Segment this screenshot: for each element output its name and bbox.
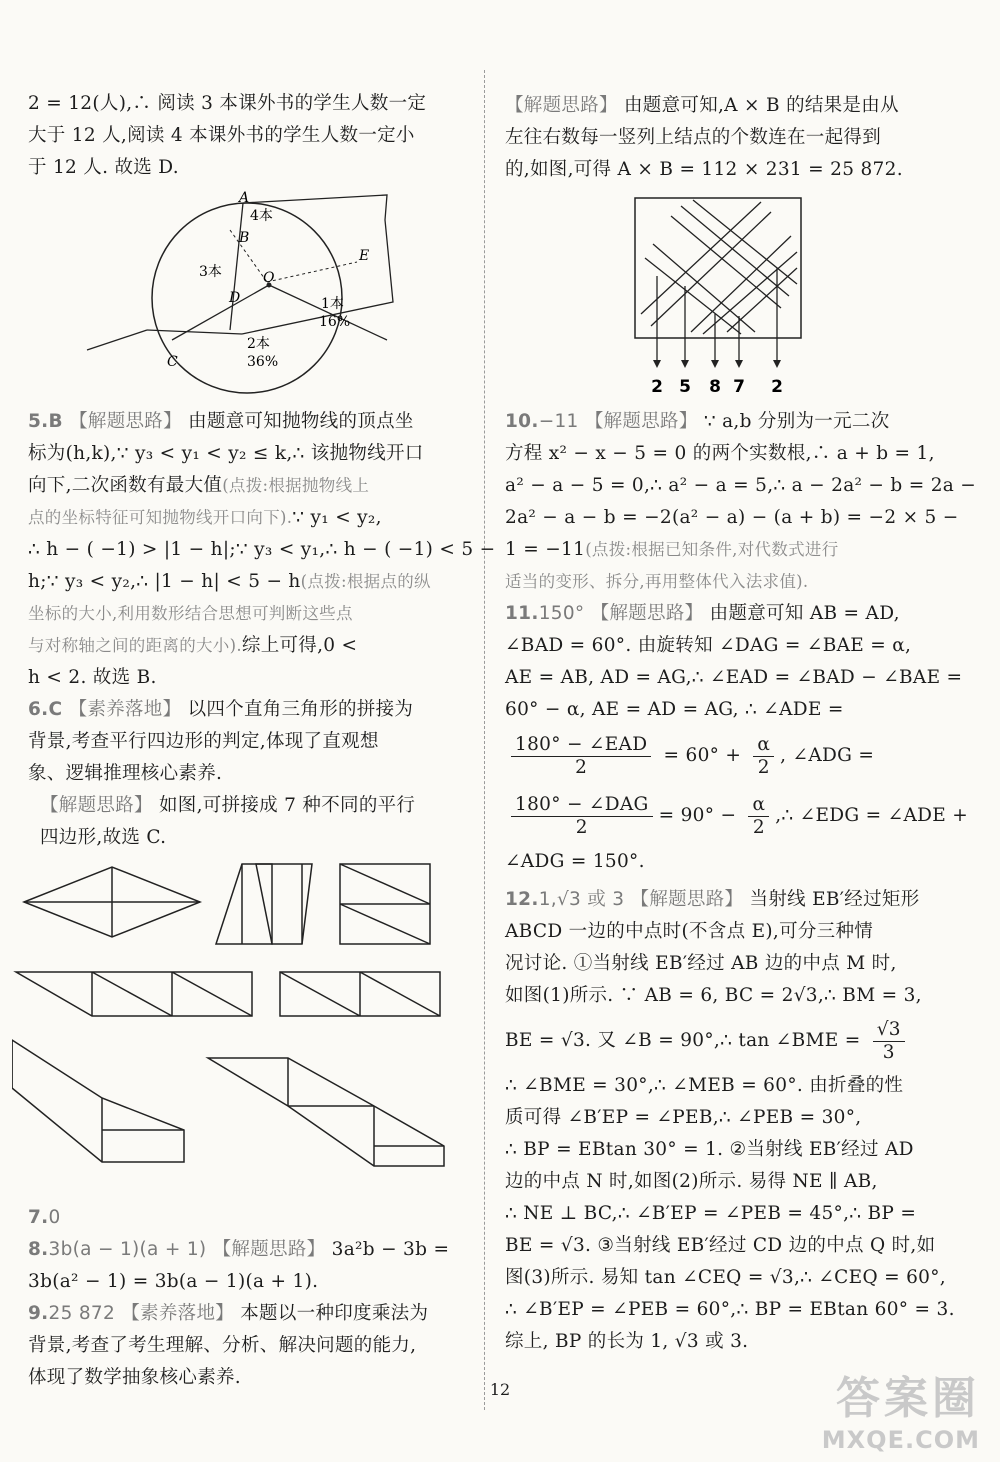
q10-line: 适当的变形、拆分,再用整体代入法求值). (505, 572, 809, 591)
q7-line (28, 1202, 466, 1234)
q9-number: 9. (28, 1303, 49, 1324)
column-divider (484, 70, 485, 1410)
q9-line: 体现了数学抽象核心素养. (28, 1367, 241, 1388)
label-D: D (229, 290, 241, 306)
q11-line: ∠ADG = 150°. (505, 851, 645, 872)
q9-cont-line: 的,如图,可得 A × B = 112 × 231 = 25 872. (505, 159, 903, 180)
label-A: A (239, 190, 250, 206)
q12-line: ∴ ∠B′EP = ∠PEB = 60°,∴ BP = EBtan 60° = 3. (505, 1299, 955, 1320)
watermark-text: 答案圈 (836, 1373, 980, 1424)
q10-line: 1 = −11(点拨:根据已知条件,对代数式进行 (505, 539, 839, 560)
q5-line: 标为(h,k),∵ y₃ < y₁ < y₂ ≤ k,∴ 该抛物线开口 (28, 443, 424, 464)
pie-chart-figure (57, 190, 437, 400)
label-C: C (167, 354, 178, 370)
q9-tag: 【素养落地】 (121, 1303, 235, 1324)
q12-line: ∴ NE ⊥ BC,∴ ∠B′EP = ∠PEB = 45°,∴ BP = (505, 1203, 917, 1224)
q11-answer: 150° (538, 603, 585, 624)
fraction: $\frac{\text{180° − ∠DAG}}{2}$ (511, 794, 653, 839)
q12-line: ABCD 一边的中点时(不含点 E),可分三种情 (505, 921, 874, 942)
q11-number: 11. (505, 603, 539, 624)
intro-line: 2 = 12(人),∴ 阅读 3 本课外书的学生人数一定 (28, 93, 427, 114)
q6-line: 象、逻辑推理核心素养. (28, 763, 223, 784)
q6-line: 【解题思路】 如图,可拼接成 7 种不同的平行 (40, 795, 416, 816)
watermark-logo (822, 1362, 980, 1454)
q8-number: 8. (28, 1239, 49, 1260)
seg-1: 1本 (321, 296, 344, 312)
q12-line-1: 12.1,√3 或 3 【解题思路】 当射线 EB′经过矩形 (505, 889, 920, 910)
q11-line: AE = AB, AD = AG,∴ ∠EAD = ∠BAD − ∠BAE = (505, 667, 963, 688)
q9-cont-line: 左往右数每一竖列上结点的个数连在一起得到 (505, 127, 882, 148)
digit: 8 (709, 377, 721, 397)
q11-line: ∠BAD = 60°. 由旋转知 ∠DAG = ∠BAE = α, (505, 635, 912, 656)
q11-line-1: 11.150° 【解题思路】 由题意可知 AB = AD, (505, 603, 900, 624)
q11-eq1: $\frac{\text{180° − ∠EAD}}{2}$ = 60° + $\frac{\alpha}{2}$ , ∠ADG = (505, 726, 933, 786)
q11-tag: 【解题思路】 (590, 603, 704, 624)
q10-line-1: 10.−11 【解题思路】 ∵ a,b 分别为一元二次 (505, 411, 890, 432)
q10-tag: 【解题思路】 (584, 411, 698, 432)
left-column (28, 88, 496, 1394)
q12-line: 如图(1)所示. ∵ AB = 6, BC = 2√3,∴ BM = 3, (505, 985, 922, 1006)
q8-answer: 3b(a − 1)(a + 1) (48, 1239, 207, 1260)
q12-line: BE = √3. ③当射线 EB′经过 CD 边的中点 Q 时,如 (505, 1235, 936, 1256)
digit: 2 (651, 377, 663, 397)
q10-line: 方程 x² − x − 5 = 0 的两个实数根,∴ a + b = 1, (505, 443, 935, 464)
q6-number: 6. (28, 699, 49, 720)
q12-answer: 1,√3 或 3 (538, 889, 625, 910)
q8-line-1: 8.3b(a − 1)(a + 1) 【解题思路】 3a²b − 3b = (28, 1239, 450, 1260)
fraction: $\frac{\text{180° − ∠EAD}}{2}$ (511, 734, 651, 779)
digit: 5 (679, 377, 691, 397)
q8-line: 3b(a² − 1) = 3b(a − 1)(a + 1). (28, 1271, 319, 1292)
q6-answer: C (48, 699, 63, 720)
q12-line: 边的中点 N 时,如图(2)所示. 易得 NE ∥ AB, (505, 1171, 878, 1192)
q12-line: ∴ BP = EBtan 30° = 1. ②当射线 EB′经过 AD (505, 1139, 914, 1160)
digit: 7 (733, 377, 745, 397)
q12-line: 况讨论. ①当射线 EB′经过 AB 边的中点 M 时, (505, 953, 897, 974)
watermark-url: MXQE.COM (821, 1426, 980, 1454)
seg-3: 3本 (199, 264, 222, 280)
q12-line: 质可得 ∠B′EP = ∠PEB,∴ ∠PEB = 30°, (505, 1107, 862, 1128)
q10-line: 2a² − a − b = −2(a² − a) − (a + b) = −2 × 5 − (505, 507, 959, 528)
q9-line: 背景,考查了考生理解、分析、解决问题的能力, (28, 1335, 417, 1356)
q5-line: 点的坐标特征可知抛物线开口向下).∵ y₁ < y₂, (28, 507, 382, 528)
pct-1: 16% (319, 314, 351, 330)
seg-4: 4本 (250, 208, 273, 224)
indian-multiplication-figure (631, 196, 811, 406)
parallelogram-figure (12, 862, 452, 1192)
q12-be-line: BE = √3. 又 ∠B = 90°,∴ tan ∠BME = $\frac{√3}{3}$ (505, 1012, 933, 1070)
digit: 2 (771, 377, 783, 397)
label-B: B (239, 230, 250, 246)
fraction: $\frac{\alpha}{2}$ (753, 734, 774, 779)
q5-line: 与对称轴之间的距离的大小).综上可得,0 < (28, 635, 358, 656)
label-O: O (263, 270, 275, 286)
intro-line: 大于 12 人,阅读 4 本课外书的学生人数一定小 (28, 125, 415, 146)
label-E: E (359, 248, 370, 264)
q6-line: 背景,考查平行四边形的判定,体现了直观想 (28, 731, 379, 752)
q9-cont-tag: 【解题思路】 (505, 95, 618, 116)
intro-line: 于 12 人. 故选 D. (28, 157, 179, 178)
q5-line-1 (28, 406, 466, 438)
q5-line: h;∵ y₃ < y₂,∴ |1 − h| < 5 − h(点拨:根据点的纵 (28, 571, 431, 592)
q6-line: 四边形,故选 C. (40, 827, 167, 848)
q11-eq2: $\frac{\text{180° − ∠DAG}}{2}$ = 90° − $\frac{\alpha}{2}$ ,∴ ∠EDG = ∠ADE + (505, 786, 933, 846)
q5-line: h < 2. 故选 B. (28, 667, 157, 688)
q5-line: 向下,二次函数有最大值(点拨:根据抛物线上 (28, 475, 370, 496)
q9-line-1: 9.25 872 【素养落地】 本题以一种印度乘法为 (28, 1303, 429, 1324)
q5-line: 坐标的大小,利用数形结合思想可判断这些点 (28, 604, 353, 623)
page-number: 12 (489, 1380, 511, 1399)
right-column (505, 90, 977, 1358)
q5-tip: (点拨:根据抛物线上 (222, 476, 370, 495)
q5-tag: 【解题思路】 (69, 411, 182, 432)
q12-line: 图(3)所示. 易知 tan ∠CEQ = √3,∴ ∠CEQ = 60°, (505, 1267, 946, 1288)
fraction: $\frac{\alpha}{2}$ (748, 794, 769, 839)
q6-line-1: 6.C 【素养落地】 以四个直角三角形的拼接为 (28, 699, 414, 720)
q12-number: 12. (505, 889, 539, 910)
q11-line: 60° − α, AE = AD = AG, ∴ ∠ADE = (505, 699, 844, 720)
fraction: $\frac{√3}{3}$ (873, 1019, 905, 1064)
pct-2: 36% (247, 354, 279, 370)
q9-answer: 25 872 (48, 1303, 116, 1324)
q12-line: 综上, BP 的长为 1, √3 或 3. (505, 1331, 749, 1352)
seg-2: 2本 (247, 336, 270, 352)
q5-text: 由题意可知抛物线的顶点坐 (188, 411, 414, 432)
q6-tag: 【素养落地】 (68, 699, 182, 720)
q7-answer: 0 (48, 1207, 61, 1228)
q10-number: 10. (505, 411, 539, 432)
q12-tag: 【解题思路】 (630, 889, 744, 910)
q10-line: a² − a − 5 = 0,∴ a² − a = 5,∴ a − 2a² − b = 2a − (505, 475, 977, 496)
q5-answer: B (48, 411, 63, 432)
q10-answer: −11 (538, 411, 579, 432)
q5-number: 5. (28, 411, 49, 432)
q7-number: 7. (28, 1207, 49, 1228)
q8-tag: 【解题思路】 (212, 1239, 326, 1260)
q12-line: ∴ ∠BME = 30°,∴ ∠MEB = 60°. 由折叠的性 (505, 1075, 904, 1096)
q5-line: ∴ h − ( −1) > |1 − h|;∵ y₃ < y₁,∴ h − ( −1) < 5 − (28, 539, 496, 560)
q9-cont-line-1: 【解题思路】 由题意可知,A × B 的结果是由从 (505, 95, 899, 116)
